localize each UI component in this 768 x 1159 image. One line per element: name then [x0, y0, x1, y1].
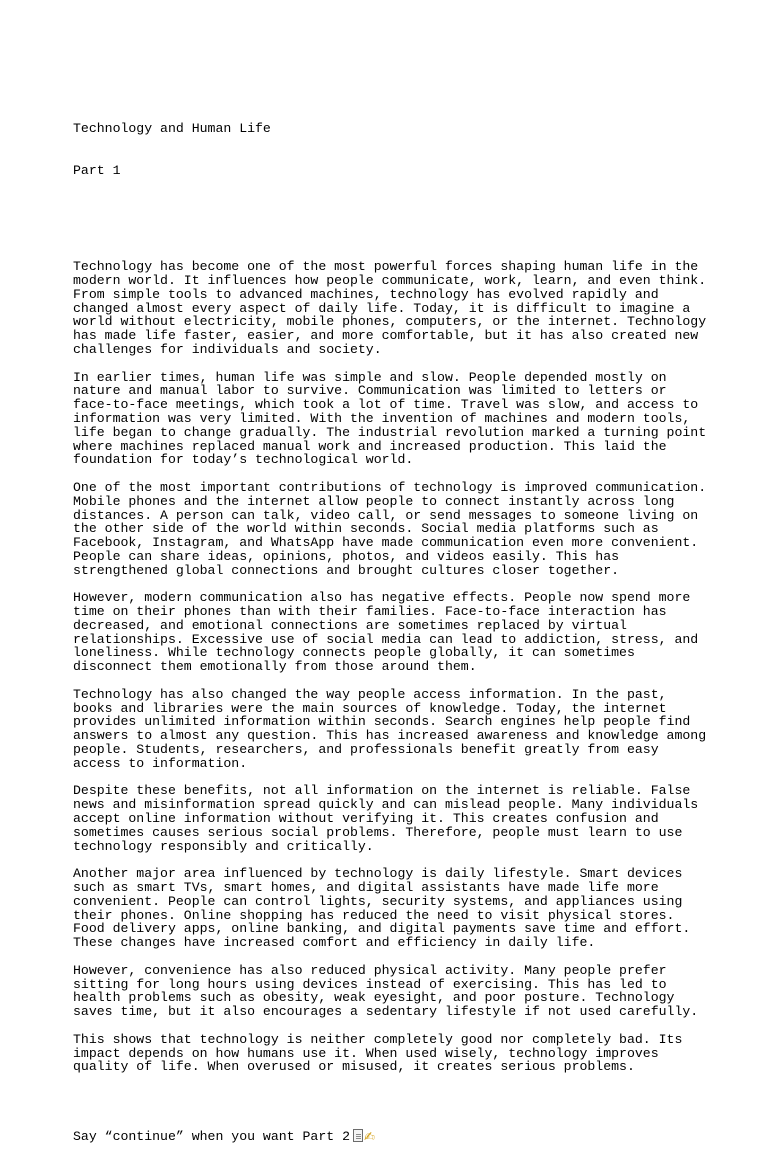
text-line: sometimes causes serious social problems. Therefore, people must learn to use [73, 824, 683, 840]
text-line: nature and manual labor to survive. Communication was limited to letters or [73, 383, 667, 399]
text-line: where machines replaced manual work and increased production. This laid the [73, 438, 667, 454]
paragraph [73, 784, 733, 853]
text-line: sitting for long hours using devices instead of exercising. This has led to [73, 976, 667, 992]
text-line: decreased, and emotional connections are sometimes replaced by virtual [73, 617, 627, 633]
text-line: Another major area influenced by technology is daily lifestyle. Smart devices [73, 866, 683, 882]
text-line: However, modern communication also has negative effects. People now spend more [73, 590, 691, 606]
text-line: such as smart TVs, smart homes, and digital assistants have made life more [73, 880, 659, 896]
writing-hand-icon: ✍ [363, 1130, 375, 1146]
text-line: books and libraries were the main sources of knowledge. Today, the internet [73, 700, 667, 716]
text-line: quality of life. When overused or misused, it creates serious problems. [73, 1059, 635, 1075]
document-title: Technology and Human Life [73, 121, 271, 137]
text-line: Technology has become one of the most powerful forces shaping human life in the [73, 259, 699, 275]
text-line: accept online information without verifying it. This creates confusion and [73, 811, 659, 827]
text-line: Food delivery apps, online banking, and digital payments save time and effort. [73, 921, 691, 937]
text-line: From simple tools to advanced machines, technology has evolved rapidly and [73, 286, 659, 302]
paragraph [73, 867, 733, 950]
text-line: Facebook, Instagram, and WhatsApp have made communication even more convenient. [73, 535, 699, 551]
text-line: One of the most important contributions of technology is improved communication. [73, 479, 707, 495]
text-line: These changes have increased comfort and efficiency in daily life. [73, 935, 596, 951]
text-line: has made life faster, easier, and more comfortable, but it has also created new [73, 328, 699, 344]
text-line: modern world. It influences how people communicate, work, learn, and even think. [73, 272, 707, 288]
text-line: Despite these benefits, not all information on the internet is reliable. False [73, 783, 691, 799]
part-label: Part 1 [73, 162, 121, 178]
document-header [73, 95, 733, 205]
paragraph [73, 481, 733, 578]
text-line: strengthened global connections and brought cultures closer together. [73, 562, 620, 578]
text-line: information was very limited. With the invention of machines and modern tools, [73, 410, 691, 426]
paragraph [73, 1033, 733, 1074]
text-line: People can share ideas, opinions, photos, and videos easily. This has [73, 548, 620, 564]
text-line: distances. A person can talk, video call, or send messages to someone living on [73, 507, 699, 523]
text-line: provides unlimited information within seconds. Search engines help people find [73, 714, 691, 730]
text-line: challenges for individuals and society. [73, 341, 382, 357]
text-line: relationships. Excessive use of social media can lead to addiction, stress, and [73, 631, 699, 647]
text-line: This shows that technology is neither completely good nor completely bad. Its [73, 1031, 683, 1047]
text-line: Technology has also changed the way people access information. In the past, [73, 686, 667, 702]
paragraph [73, 591, 733, 674]
paragraph [73, 371, 733, 468]
text-line: time on their phones than with their families. Face-to-face interaction has [73, 604, 667, 620]
closing-line [73, 1129, 733, 1145]
text-line: health problems such as obesity, weak eyesight, and poor posture. Technology [73, 990, 675, 1006]
paragraph [73, 260, 733, 357]
text-line: face-to-face meetings, which took a lot of time. Travel was slow, and access to [73, 397, 699, 413]
text-line: technology responsibly and critically. [73, 838, 374, 854]
document-body [73, 260, 733, 1074]
text-line: convenient. People can control lights, security systems, and appliances using [73, 893, 683, 909]
text-line: In earlier times, human life was simple and slow. People depended mostly on [73, 369, 667, 385]
text-line: news and misinformation spread quickly and can mislead people. Many individuals [73, 797, 699, 813]
text-line: the other side of the world within seconds. Social media platforms such as [73, 521, 659, 537]
text-line: However, convenience has also reduced physical activity. Many people prefer [73, 962, 667, 978]
text-line: answers to almost any question. This has increased awareness and knowledge among [73, 728, 707, 744]
text-line: access to information. [73, 755, 248, 771]
text-line: loneliness. While technology connects people globally, it can sometimes [73, 645, 635, 661]
text-line: changed almost every aspect of daily life. Today, it is difficult to imagine a [73, 300, 691, 316]
text-line: foundation for today’s technological world. [73, 452, 414, 468]
closing-text: Say “continue” when you want Part 2 [73, 1129, 350, 1145]
text-line: impact depends on how humans use it. When used wisely, technology improves [73, 1045, 659, 1061]
document-icon [353, 1129, 363, 1142]
paragraph [73, 964, 733, 1019]
text-line: life began to change gradually. The industrial revolution marked a turning point [73, 424, 707, 440]
text-line: their phones. Online shopping has reduced the need to visit physical stores. [73, 907, 675, 923]
document-page [73, 67, 733, 1159]
text-line: Mobile phones and the internet allow people to connect instantly across long [73, 493, 675, 509]
text-line: saves time, but it also encourages a sedentary lifestyle if not used carefully. [73, 1004, 699, 1020]
text-line: people. Students, researchers, and professionals benefit greatly from easy [73, 742, 659, 758]
text-line: world without electricity, mobile phones, computers, or the internet. Technology [73, 314, 707, 330]
paragraph [73, 688, 733, 771]
text-line: disconnect them emotionally from those around them. [73, 659, 477, 675]
